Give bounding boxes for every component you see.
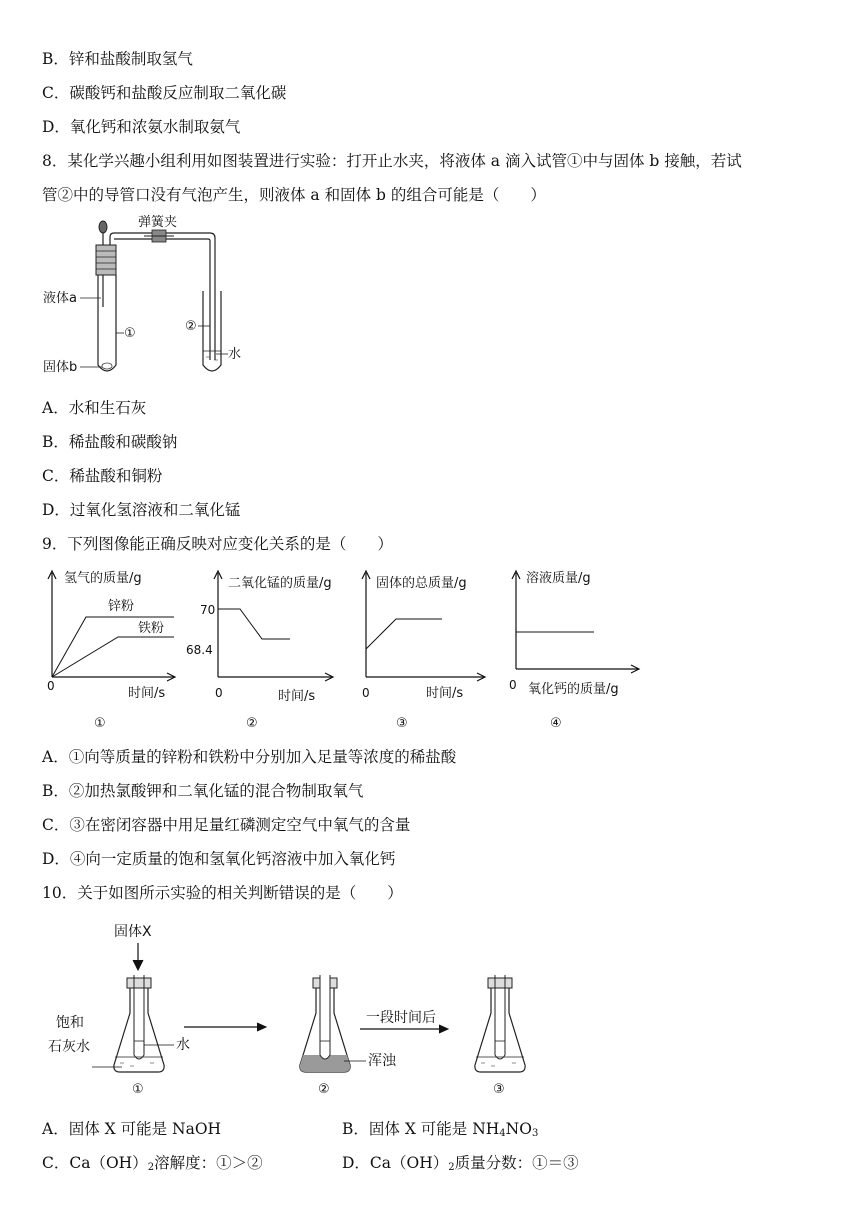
q10-option-d: D．$Ca(OH)_2$质量分数：①＝③	[342, 1154, 579, 1173]
graph1-ylabel: 氢气的质量/g	[64, 571, 142, 586]
flask-1	[114, 975, 164, 1072]
graph4-ylabel: 溶液质量/g	[526, 571, 591, 586]
tube-2-label: ②	[185, 319, 197, 334]
q8-option-c: C．稀盐酸和铜粉	[42, 467, 163, 485]
graph4-xlabel: 氧化钙的质量/g	[528, 682, 619, 697]
q9-option-d: D．④向一定质量的饱和氢氧化钙溶液中加入氧化钙	[42, 850, 396, 868]
water-label: 水	[176, 1037, 190, 1053]
flask-2-label: ②	[318, 1082, 330, 1097]
lime-label-2: 石灰水	[48, 1039, 90, 1055]
q9-graph-3	[356, 565, 496, 735]
liquid-a-label: 液体a	[43, 291, 77, 306]
q8-stem-line1: 8．某化学兴趣小组利用如图装置进行实验：打开止水夹，将液体 a 滴入试管①中与固体 b 接触，若试	[42, 152, 742, 170]
q8-option-a: A．水和生石灰	[42, 399, 147, 417]
graph1-origin: 0	[47, 679, 55, 693]
test-tube-2	[203, 291, 221, 371]
flask-1-label: ①	[132, 1082, 144, 1097]
graph2-ytick-70: 70	[200, 603, 216, 617]
graph1-series-iron: 铁粉	[138, 621, 165, 636]
solid-x-label: 固体X	[114, 924, 152, 940]
solid-b-label: 固体b	[43, 360, 78, 375]
mno2-line	[218, 609, 290, 639]
test-tube-1	[98, 275, 116, 371]
graph4-caption: ④	[550, 716, 562, 731]
q8-option-d: D．过氧化氢溶液和二氧化锰	[42, 501, 241, 519]
graph2-origin: 0	[215, 686, 223, 700]
graph2-ylabel: 二氧化锰的质量/g	[228, 576, 332, 591]
q9-option-c: C．③在密闭容器中用足量红磷测定空气中氧气的含量	[42, 816, 411, 834]
graph3-caption: ③	[396, 716, 408, 731]
graph2-caption: ②	[246, 716, 258, 731]
lime-label-1: 饱和	[56, 1015, 84, 1031]
q9-graph-1	[42, 565, 192, 735]
q7-option-c: C．碳酸钙和盐酸反应制取二氧化碳	[42, 84, 287, 102]
q8-option-b: B．稀盐酸和碳酸钠	[42, 433, 178, 451]
stopper	[96, 245, 116, 275]
graph3-origin: 0	[362, 686, 370, 700]
arrow-label: 一段时间后	[366, 1010, 436, 1026]
q10-option-c: C．$Ca(OH)_2$溶解度：①＞②	[42, 1154, 263, 1173]
solid-mass-line	[366, 619, 442, 649]
graph3-xlabel: 时间/s	[426, 686, 464, 701]
turbid-label: 浑浊	[368, 1053, 396, 1069]
q9-stem: 9．下列图像能正确反映对应变化关系的是（ ）	[42, 535, 393, 553]
graph2-xlabel: 时间/s	[278, 689, 316, 704]
q10-stem: 10．关于如图所示实验的相关判断错误的是（ ）	[42, 884, 403, 902]
q10-option-a: A．固体 X 可能是 NaOH	[42, 1120, 222, 1138]
graph2-ytick-684: 68.4	[186, 643, 213, 657]
dropper-bulb	[99, 221, 107, 233]
q10-option-b: B．固体 X 可能是 $NH_4NO_3$	[342, 1120, 539, 1139]
clip-label: 弹簧夹	[138, 215, 178, 230]
flask-2	[300, 975, 350, 1072]
flask-3-label: ③	[493, 1082, 505, 1097]
q8-stem-line2: 管②中的导管口没有气泡产生，则液体 a 和固体 b 的组合可能是（ ）	[42, 186, 546, 204]
flask-3	[475, 975, 525, 1072]
water-label: 水	[228, 347, 242, 362]
q9-graph-2	[186, 565, 346, 735]
graph4-origin: 0	[509, 678, 517, 692]
q7-option-d: D．氧化钙和浓氨水制取氨气	[42, 118, 241, 136]
graph3-ylabel: 固体的总质量/g	[376, 576, 467, 591]
q7-option-b: B．锌和盐酸制取氢气	[42, 50, 193, 68]
q10-apparatus-figure	[42, 915, 602, 1105]
iron-line	[52, 637, 174, 677]
q9-option-a: A．①向等质量的锌粉和铁粉中分别加入足量等浓度的稀盐酸	[42, 748, 457, 766]
graph1-series-zinc: 锌粉	[108, 599, 135, 614]
tube-1-label: ①	[124, 326, 136, 341]
q9-graph-4	[504, 565, 654, 735]
graph1-xlabel: 时间/s	[128, 686, 166, 701]
graph1-caption: ①	[94, 716, 106, 731]
q8-apparatus-figure	[40, 215, 260, 385]
q9-option-b: B．②加热氯酸钾和二氧化锰的混合物制取氧气	[42, 782, 364, 800]
